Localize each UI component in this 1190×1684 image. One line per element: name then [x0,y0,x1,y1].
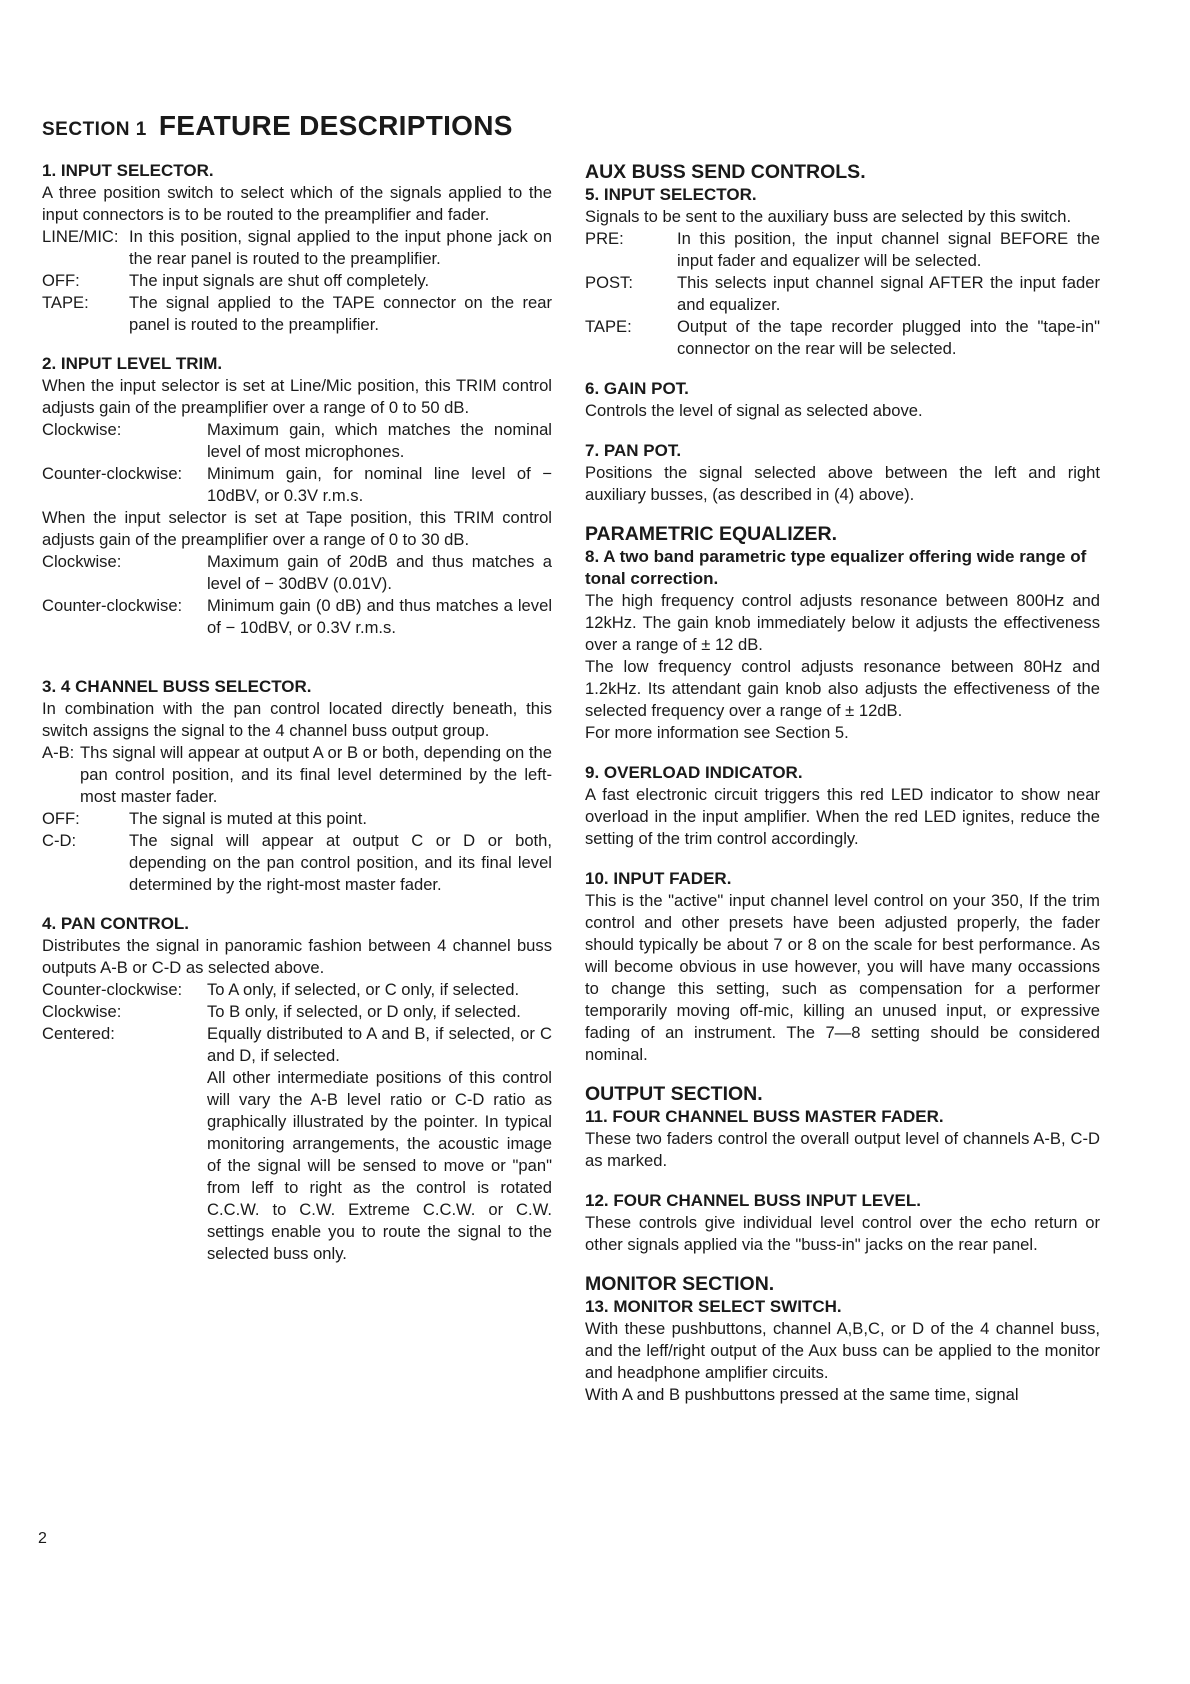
heading-parametric-equalizer: PARAMETRIC EQUALIZER. [585,523,838,545]
definition-row [42,595,552,639]
definition-row [42,742,552,808]
definition-label: TAPE: [585,317,632,336]
definition-label: LINE/MIC: [42,227,119,246]
heading-buss-master-fader: 11. FOUR CHANNEL BUSS MASTER FADER. [585,1107,944,1126]
paragraph: These controls give individual level control over the echo return or other signals applied via the "buss-in" jacks on the rear panel. [585,1213,1100,1254]
paragraph: When the input selector is set at Tape position, this TRIM control adjusts gain of the preamplifier over a range of 0 to 30 dB. [42,508,552,549]
definition-row [42,270,552,292]
definition-label: Counter-clockwise: [42,464,183,483]
page-number: 2 [38,1530,47,1547]
definition-text: To B only, if selected, or D only, if selected. [207,1002,521,1021]
paragraph: For more information see Section 5. [585,723,849,742]
definition-label: Clockwise: [42,552,122,571]
definition-row [42,979,552,1001]
left-column [42,160,552,1265]
paragraph: A three position switch to select which of the signals applied to the input connectors is to be routed to the preamplifier and fader. [42,183,552,224]
definition-text: Minimum gain (0 dB) and thus matches a level of − 10dBV, or 0.3V r.m.s. [207,596,552,637]
heading-output-section: OUTPUT SECTION. [585,1083,763,1105]
definition-text: This selects input channel signal AFTER the input fader and equalizer. [677,273,1100,314]
definition-text: Ths signal will appear at output A or B or both, depending on the pan control position, and its final level determined by the left-most master fader. [80,743,552,806]
paragraph: The low frequency control adjusts resonance between 80Hz and 1.2kHz. Its attendant gain knob also adjusts the effectiveness of the selected frequency over a range of ± 12dB. [585,657,1100,720]
definition-row [42,551,552,595]
definition-label: OFF: [42,271,80,290]
definition-label: Clockwise: [42,1002,122,1021]
definition-label: Counter-clockwise: [42,596,183,615]
paragraph: With A and B pushbuttons pressed at the same time, signal [585,1385,1019,1404]
definition-text: The signal applied to the TAPE connector on the rear panel is routed to the preamplifier. [129,293,552,334]
heading-input-selector: 1. INPUT SELECTOR. [42,161,214,180]
definition-label: TAPE: [42,293,89,312]
paragraph: When the input selector is set at Line/Mic position, this TRIM control adjusts gain of the preamplifier over a range of 0 to 50 dB. [42,376,552,417]
definition-row [585,228,1100,272]
definition-label: PRE: [585,229,624,248]
definition-label: Counter-clockwise: [42,980,183,999]
definition-text: The signal will appear at output C or D or both, depending on the pan control position, and its final level determined by the right-most master fader. [129,831,552,894]
heading-buss-input-level: 12. FOUR CHANNEL BUSS INPUT LEVEL. [585,1191,921,1210]
paragraph: A fast electronic circuit triggers this red LED indicator to show near overload in the input amplifier. When the red LED ignites, reduce the setting of the trim control accordingly. [585,785,1100,848]
heading-monitor-select-switch: 13. MONITOR SELECT SWITCH. [585,1297,842,1316]
definition-text: Equally distributed to A and B, if selected, or C and D, if selected. [207,1024,552,1065]
heading-two-band-equalizer: 8. A two band parametric type equalizer offering wide range of tonal correction. [585,547,1087,588]
heading-input-level-trim: 2. INPUT LEVEL TRIM. [42,354,223,373]
definition-text: Minimum gain, for nominal line level of − 10dBV, or 0.3V r.m.s. [207,464,552,505]
definition-label: Clockwise: [42,420,122,439]
paragraph: All other intermediate positions of this control will vary the A-B level ratio or C-D ratio as graphically illustrated by the pointer. In typical monitoring arrangements, the acoustic image of the signal will be sensed to move or "pan" from leff to right as the control is rotated C.C.W. to C.W. Extreme C.C.W. or C.W. settings enable you to route the signal to the selected buss only. [207,1068,552,1263]
definition-text: Maximum gain of 20dB and thus matches a level of − 30dBV (0.01V). [207,552,552,593]
paragraph: With these pushbuttons, channel A,B,C, or D of the 4 channel buss, and the leff/right output of the Aux buss can be applied to the monitor and headphone amplifier circuits. [585,1319,1100,1382]
section-label: SECTION 1 [42,119,147,140]
definition-text: The signal is muted at this point. [129,809,367,828]
definition-label: Centered: [42,1024,115,1043]
definition-label: A-B: [42,743,75,762]
definition-text: In this position, the input channel signal BEFORE the input fader and equalizer will be selected. [677,229,1100,270]
definition-label: C-D: [42,831,77,850]
heading-input-fader: 10. INPUT FADER. [585,869,732,888]
definition-label: POST: [585,273,633,292]
definition-row [42,1023,552,1067]
definition-row [42,830,552,896]
heading-monitor-section: MONITOR SECTION. [585,1273,775,1295]
paragraph: Distributes the signal in panoramic fashion between 4 channel buss outputs A-B or C-D as selected above. [42,936,552,977]
definition-text: Output of the tape recorder plugged into the "tape-in" connector on the rear will be selected. [677,317,1100,358]
definition-text: In this position, signal applied to the input phone jack on the rear panel is routed to the preamplifier. [129,227,552,268]
heading-input-selector: 5. INPUT SELECTOR. [585,185,757,204]
definition-row [42,808,552,830]
heading-channel-buss-selector: 3. 4 CHANNEL BUSS SELECTOR. [42,677,312,696]
paragraph: In combination with the pan control located directly beneath, this switch assigns the signal to the 4 channel buss output group. [42,699,552,740]
paragraph: The high frequency control adjusts resonance between 800Hz and 12kHz. The gain knob immediately below it adjusts the effectiveness over a range of ± 12 dB. [585,591,1100,654]
paragraph: These two faders control the overall output level of channels A-B, C-D as marked. [585,1129,1100,1170]
definition-row [42,419,552,463]
definition-row [42,292,552,336]
definition-row [585,316,1100,360]
definition-row [42,226,552,270]
paragraph: Positions the signal selected above between the left and right auxiliary busses, (as described in (4) above). [585,463,1100,504]
definition-label: OFF: [42,809,80,828]
heading-aux-buss-send-controls: AUX BUSS SEND CONTROLS. [585,161,866,183]
definition-row [585,272,1100,316]
page-title [42,110,513,142]
paragraph: Controls the level of signal as selected above. [585,401,923,420]
heading-pan-pot: 7. PAN POT. [585,441,682,460]
definition-text: Maximum gain, which matches the nominal level of most microphones. [207,420,552,461]
heading-pan-control: 4. PAN CONTROL. [42,914,190,933]
heading-gain-pot: 6. GAIN POT. [585,379,689,398]
paragraph: This is the "active" input channel level control on your 350, If the trim control and other presets have been adjusted properly, the fader should typically be about 7 or 8 on the scale for best performance. As will become obvious in use however, you will have many occassions to change this setting, such as compensation for a performer temporarily moving off-mic, killing an unused input, or expressive fading of an instrument. The 7—8 setting should be considered nominal. [585,891,1100,1064]
definition-row [42,1001,552,1023]
paragraph: Signals to be sent to the auxiliary buss are selected by this switch. [585,207,1072,226]
section-title: FEATURE DESCRIPTIONS [158,110,513,141]
heading-overload-indicator: 9. OVERLOAD INDICATOR. [585,763,803,782]
definition-row [42,463,552,507]
right-column [585,160,1100,1406]
definition-text: To A only, if selected, or C only, if selected. [207,980,520,999]
definition-text: The input signals are shut off completely. [129,271,430,290]
